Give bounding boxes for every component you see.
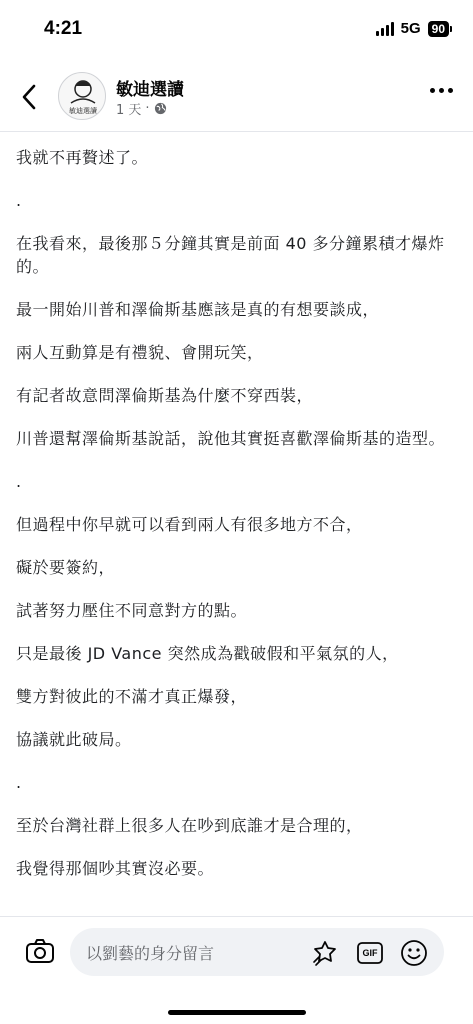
- status-bar: [0, 0, 473, 60]
- camera-button[interactable]: [24, 935, 56, 967]
- comment-bar: [0, 916, 473, 1024]
- post-paragraph: 最一開始川普和澤倫斯基應該是真的有想要談成，: [16, 300, 380, 319]
- post-paragraph: 在我看來，最後那５分鐘其實是前面 40 多分鐘累積才爆炸的。: [16, 234, 445, 276]
- emoji-icon: [399, 938, 429, 968]
- post-body: [16, 146, 456, 900]
- post-paragraph: 兩人互動算是有禮貌、會開玩笑，: [16, 343, 264, 362]
- meta-separator: ·: [145, 101, 150, 116]
- post-paragraph: 川普還幫澤倫斯基說話，說他其實挺喜歡澤倫斯基的造型。: [16, 429, 446, 448]
- avatar-sticker-icon: [310, 938, 340, 968]
- emoji-button[interactable]: [399, 938, 429, 968]
- gif-button[interactable]: [355, 938, 385, 968]
- avatar-text: 敏迪選讀: [69, 107, 97, 115]
- post-time: 1 天: [116, 103, 142, 118]
- post-paragraph: 協議就此破局。: [16, 730, 132, 749]
- more-horizontal-icon: [430, 88, 435, 93]
- avatar-illustration: [59, 73, 106, 120]
- globe-icon: [154, 102, 167, 115]
- post-paragraph: 我就不再贅述了。: [16, 148, 149, 167]
- battery-indicator: 90: [428, 21, 449, 37]
- comment-placeholder: 以劉藝的身分留言: [86, 944, 215, 963]
- page-avatar[interactable]: [58, 72, 106, 120]
- post-paragraph: 有記者故意問澤倫斯基為什麼不穿西裝，: [16, 386, 314, 405]
- more-options-button[interactable]: [430, 88, 453, 93]
- chevron-left-icon: [21, 84, 37, 110]
- signal-icon: [376, 22, 394, 36]
- post-header: [0, 62, 473, 132]
- post-paragraph: .: [16, 472, 22, 491]
- camera-icon: [24, 935, 56, 967]
- post-paragraph: .: [16, 191, 22, 210]
- avatar-sticker-button[interactable]: [310, 938, 340, 968]
- comment-input[interactable]: [70, 928, 444, 976]
- page-name[interactable]: 敏迪選讀: [116, 80, 184, 100]
- status-time: 4:21: [44, 18, 83, 39]
- network-type: 5G: [400, 20, 421, 37]
- post-paragraph: 至於台灣社群上很多人在吵到底誰才是合理的，: [16, 816, 363, 835]
- post-paragraph: 我覺得那個吵其實沒必要。: [16, 859, 215, 878]
- home-indicator[interactable]: [168, 1010, 306, 1015]
- post-paragraph: 但過程中你早就可以看到兩人有很多地方不合，: [16, 515, 363, 534]
- post-paragraph: 只是最後 JD Vance 突然成為戳破假和平氣氛的人，: [16, 644, 399, 663]
- post-paragraph: 試著努力壓住不同意對方的點。: [16, 601, 248, 620]
- post-paragraph: .: [16, 773, 22, 792]
- post-paragraph: 雙方對彼此的不滿才真正爆發，: [16, 687, 248, 706]
- post-meta: [116, 99, 167, 118]
- back-button[interactable]: [14, 80, 44, 114]
- status-indicators: [376, 20, 449, 37]
- gif-label: GIF: [362, 948, 378, 958]
- post-paragraph: 礙於要簽約，: [16, 558, 116, 577]
